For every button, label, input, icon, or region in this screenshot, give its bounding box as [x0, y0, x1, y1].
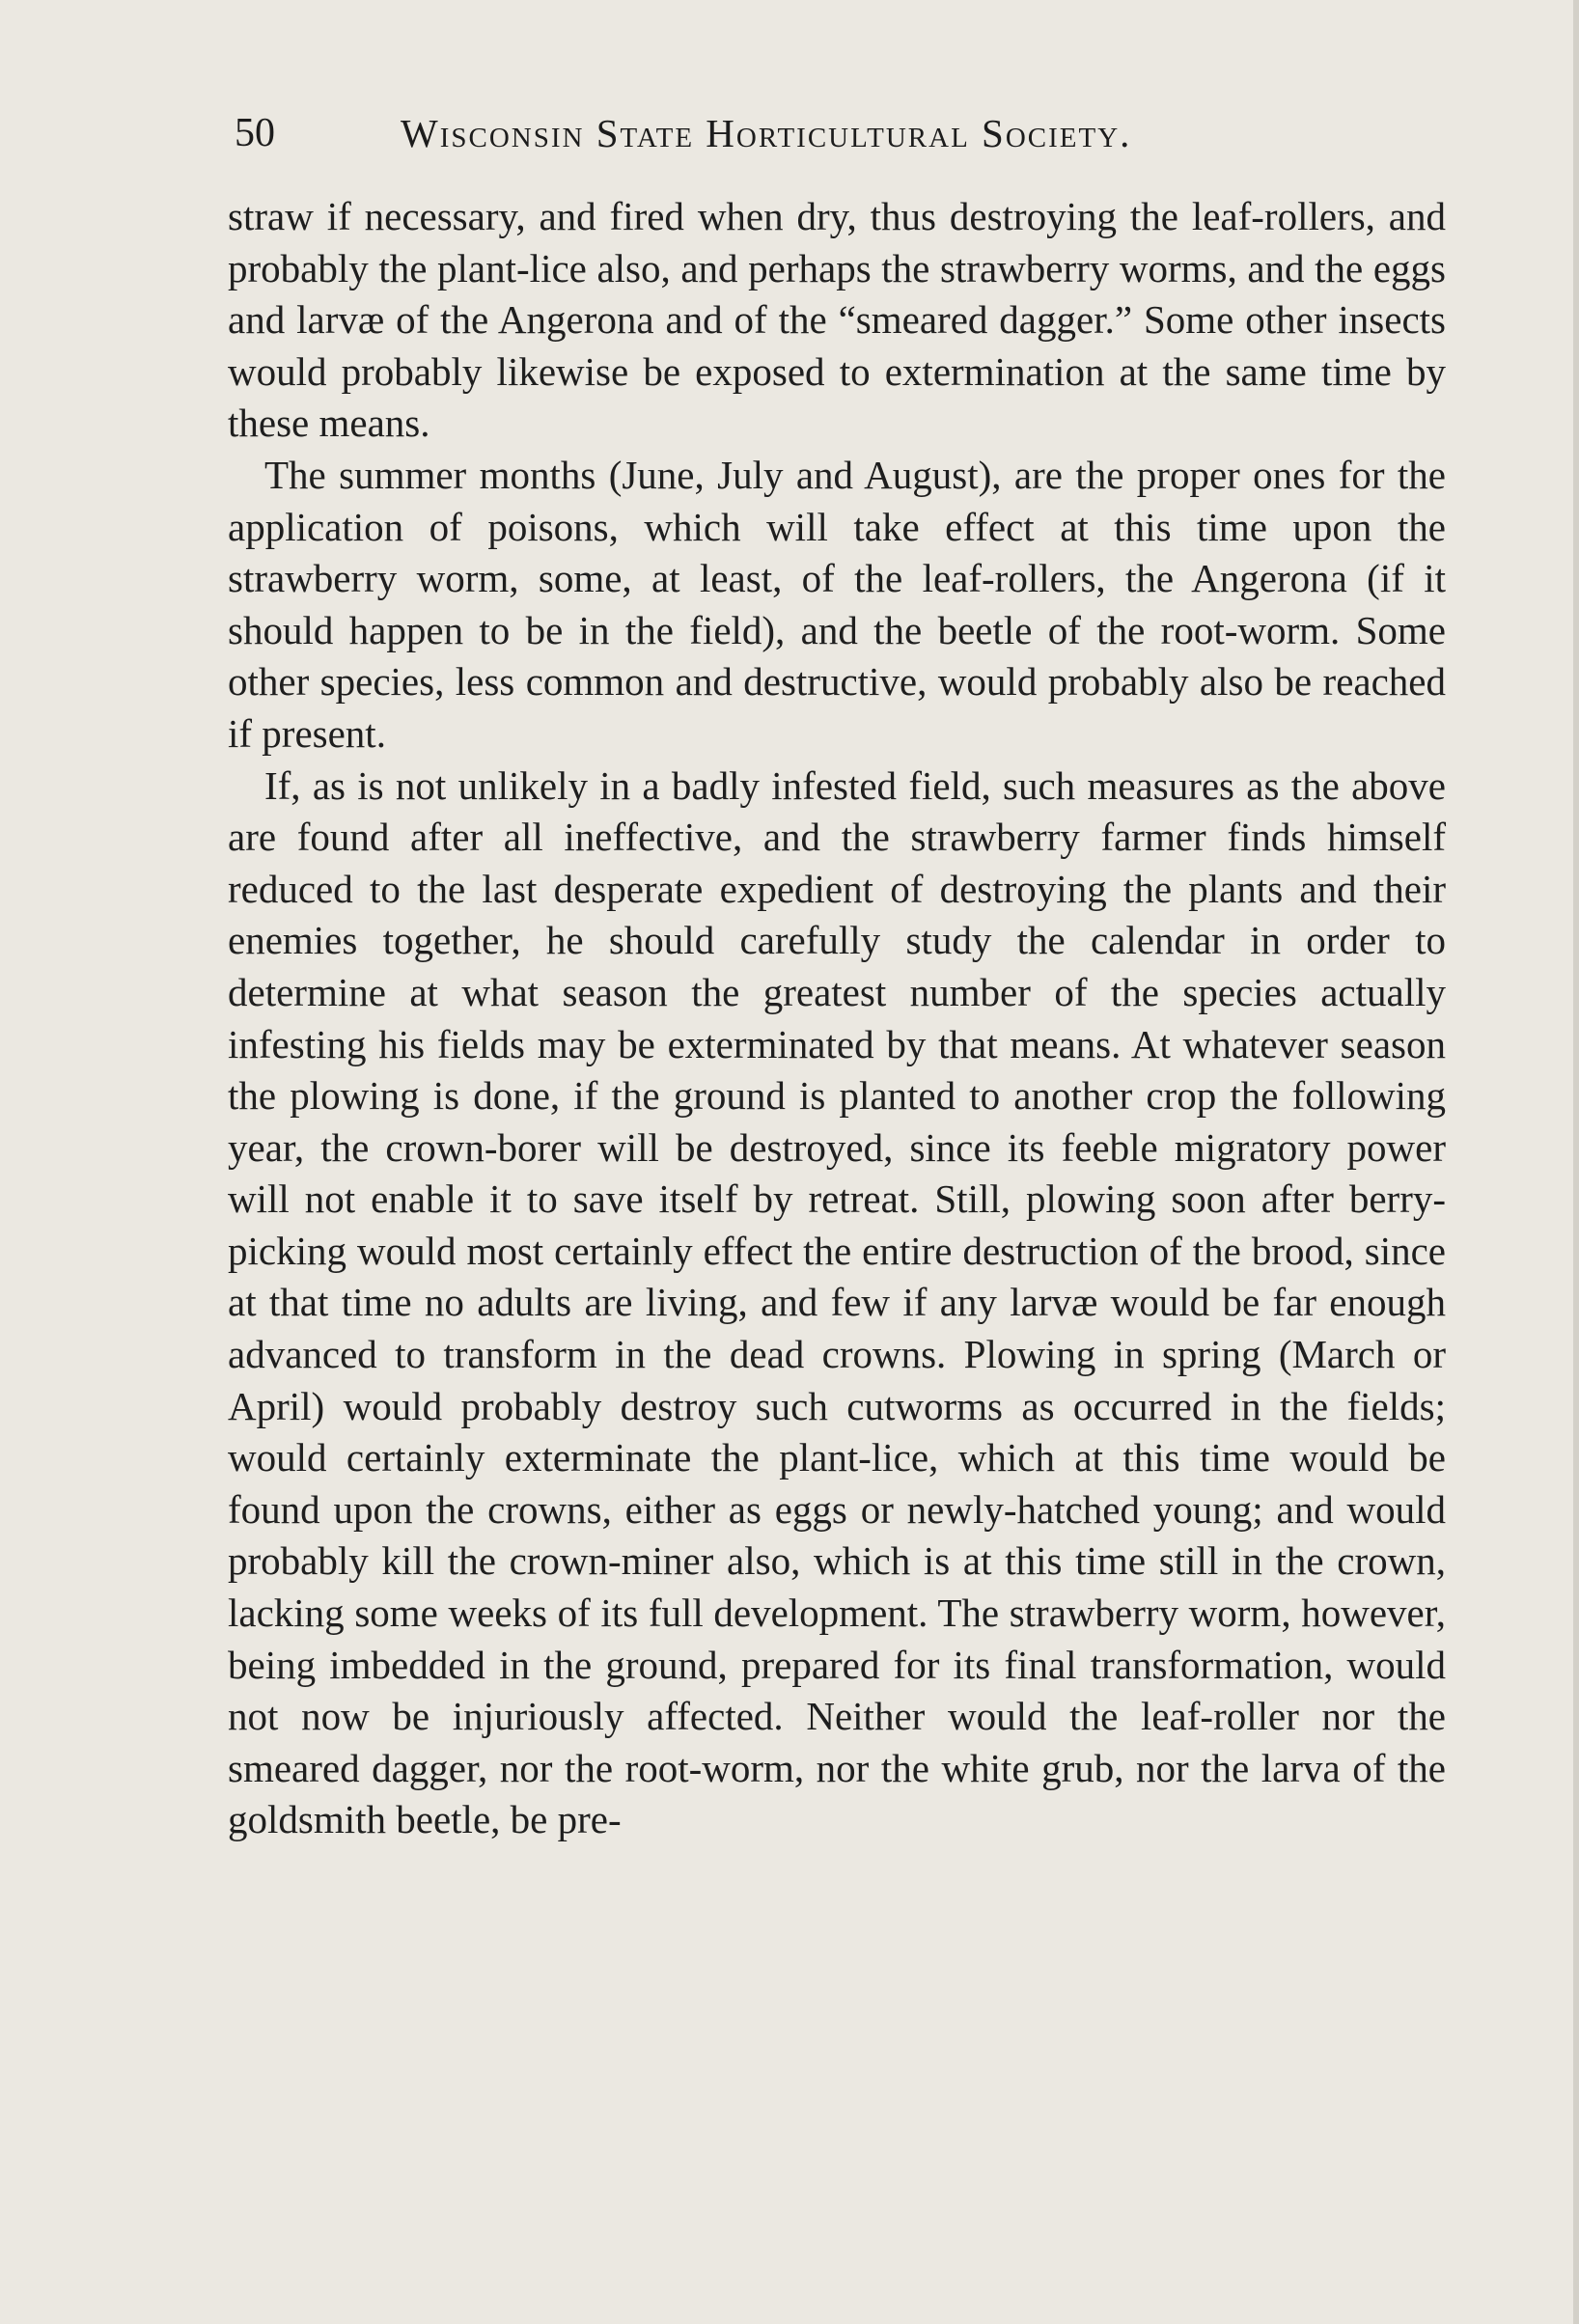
paragraph-plowing: If, as is not unlikely in a badly infested field, such measures as the above are found after all ineffective, and the strawberry farmer finds himself reduced to the last desperate expedient of destroying the plants and their enemies together, he should carefully study the calendar in order to determine at what season the greatest number of the species actually infesting his fields may be exterminated by that means. At whatever season the plowing is done, if the ground is planted to another crop the following year, the crown-borer will be destroyed, since its feeble migratory power will not enable it to save itself by retreat. Still, plowing soon after berry-picking would most certainly effect the entire destruction of the brood, since at that time no adults are living, and few if any larvæ would be far enough advanced to transform in the dead crowns. Plowing in spring (March or April) would probably destroy such cutworms as occurred in the fields; would certainly exterminate the plant-lice, which at this time would be found upon the crowns, either as eggs or newly-hatched young; and would probably kill the crown-miner also, which is at this time still in the crown, lacking some weeks of its full development. The strawberry worm, however, being imbedded in the ground, prepared for its final transformation, would not now be injuriously affected. Neither would the leaf-roller nor the smeared dagger, nor the root-worm, nor the white grub, nor the larva of the goldsmith beetle, be pre-	[228, 762, 1446, 1842]
running-title: Wisconsin State Horticultural Society.	[401, 111, 1132, 155]
page-header	[235, 104, 1306, 172]
body-text	[228, 191, 1446, 1846]
paragraph-summer-months: The summer months (June, July and August), are the proper ones for the application of poisons, which will take effect at this time upon the strawberry worm, some, at least, of the leaf-rollers, the Angerona (if it should happen to be in the field), and the beetle of the root-worm. Some other species, less common and destructive, would probably also be reached if present.	[228, 452, 1446, 756]
page-edge-shadow	[1573, 0, 1579, 2324]
page-number: 50	[235, 111, 275, 155]
paragraph-continuation: straw if necessary, and fired when dry, thus destroying the leaf-rollers, and probably the plant-lice also, and perhaps the strawberry worms, and the eggs and larvæ of the Angerona and of the “smeared dagger.” Some other insects would probably likewise be exposed to extermination at the same time by these means.	[228, 194, 1446, 446]
